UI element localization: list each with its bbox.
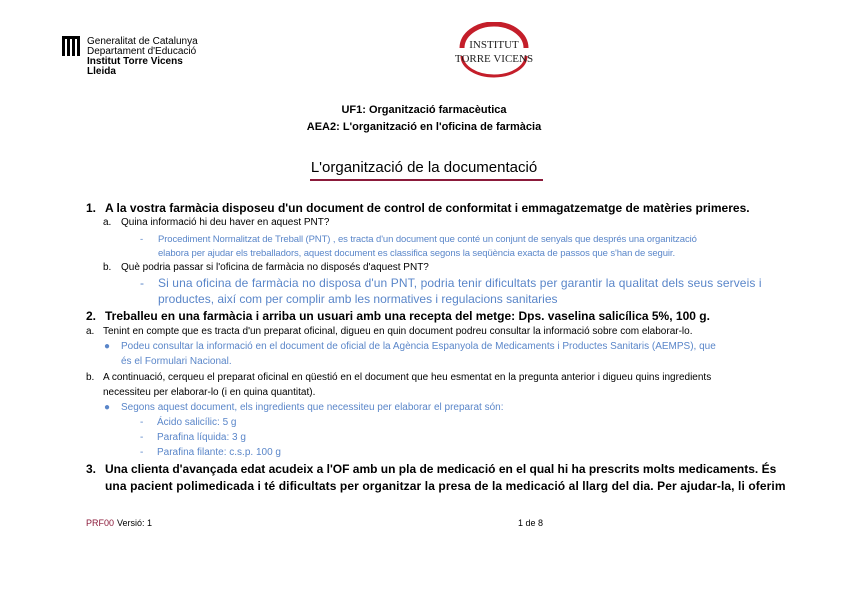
footer-code: PRF00 xyxy=(86,518,115,528)
q2b-answer: Segons aquest document, els ingredients que necessiteu per elaborar el preparat són: xyxy=(121,402,504,413)
q2b-bullet: ● xyxy=(104,402,111,413)
unit-subtitle: UF1: Organització farmacèutica xyxy=(341,104,507,116)
activity-subtitle: AEA2: L'organització en l'oficina de farmàcia xyxy=(306,121,542,133)
q1b-marker: b. xyxy=(103,262,112,273)
institute-city: Lleida xyxy=(87,66,116,77)
q2a-text: Tenint en compte que es tracta d'un preparat oficinal, digueu en quin document podreu consultar la informació sobre com elaborar-lo. xyxy=(103,326,693,337)
generalitat-name: Generalitat de Catalunya xyxy=(87,36,198,47)
footer-version: Versió: 1 xyxy=(117,518,153,528)
q2b-text-line2: necessiteu per elaborar-lo (i en quina quantitat). xyxy=(103,387,316,398)
q1-number: 1. xyxy=(86,201,97,215)
q1a-marker: a. xyxy=(103,217,112,228)
q2a-bullet: ● xyxy=(104,341,111,352)
q1-text: A la vostra farmàcia disposeu d'un document de control de conformitat i emmagatzematge de matèries primeres. xyxy=(105,201,750,215)
institute-name: Institut Torre Vicens xyxy=(87,56,183,67)
q2-number: 2. xyxy=(86,309,97,323)
ingredient-item: Parafina líquida: 3 g xyxy=(157,432,246,443)
q1b-text: Què podria passar si l'oficina de farmàcia no disposés d'aquest PNT? xyxy=(121,262,429,273)
q1a-answer-line1: Procediment Normalitzat de Treball (PNT) , es tracta d'un document que conté un conjunt de senyals que després una organització xyxy=(158,234,697,245)
q2a-marker: a. xyxy=(86,326,95,337)
q1b-dash: - xyxy=(140,276,144,290)
ingredient-item: Parafina filante: c.s.p. 100 g xyxy=(157,447,281,458)
q3-text-line2: una pacient polimedicada i té dificultats per organitzar la presa de la medicació al llarg del dia. Per ajudar-la, li oferim xyxy=(105,479,786,493)
footer-page-number: 1 de 8 xyxy=(518,518,544,528)
q1a-dash: - xyxy=(140,234,144,245)
q3-text-line1: Una clienta d'avançada edat acudeix a l'OF amb un pla de medicació en el qual hi ha prescrits molts medicaments. És xyxy=(105,462,777,476)
generalitat-logo-icon xyxy=(62,36,82,56)
ingredient-dash-2: - xyxy=(140,432,144,443)
q1a-text: Quina informació hi deu haver en aquest PNT? xyxy=(121,217,330,228)
q1b-answer-line2: productes, així com per complir amb les normatives i regulacions sanitaries xyxy=(158,292,558,306)
logo-text-top: INSTITUT xyxy=(469,39,519,51)
q2b-text-line1: A continuació, cerqueu el preparat oficinal en qüestió en el document que heu esmentat en la pregunta anterior i digueu quins ingredients xyxy=(103,372,712,383)
q1a-answer-line2: elabora per ajudar els treballadors, aquest document es classifica segons la seqüència exacta de passos que s'han de seguir. xyxy=(158,248,675,259)
q2a-answer-line1: Podeu consultar la informació en el document de oficial de la Agència Espanyola de Medicaments i Productes Sanitaris (AEMPS), que xyxy=(121,341,716,352)
q2a-answer-line2: és el Formulari Nacional. xyxy=(121,356,232,367)
ingredient-dash-1: - xyxy=(140,417,144,428)
title-underline xyxy=(310,179,543,181)
page-title: L'organització de la documentació xyxy=(310,159,538,176)
q3-number: 3. xyxy=(86,462,97,476)
q2-text: Treballeu en una farmàcia i arriba un usuari amb una recepta del metge: Dps. vaselina salicílica 5%, 100 g. xyxy=(105,309,710,323)
institut-torre-vicens-logo xyxy=(438,22,550,78)
q1b-answer-line1: Si una oficina de farmàcia no disposa d'un PNT, podria tenir dificultats per garantir la qualitat dels seus serveis i xyxy=(158,276,762,290)
ingredient-dash-3: - xyxy=(140,447,144,458)
q2b-marker: b. xyxy=(86,372,95,383)
logo-text-bottom: TORRE VICENS xyxy=(454,53,534,65)
department-name: Departament d'Educació xyxy=(87,46,197,57)
ingredient-item: Ácido salicílic: 5 g xyxy=(157,417,237,428)
